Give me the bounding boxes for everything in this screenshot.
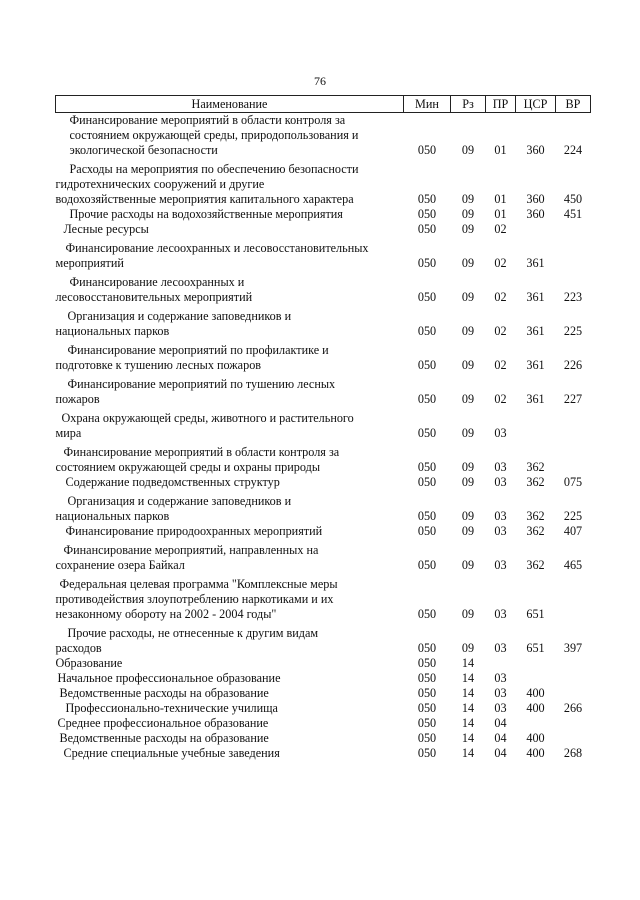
- table-row: [56, 339, 591, 373]
- cell-vr: 075: [563, 475, 583, 489]
- cell-pr: 03: [494, 475, 507, 489]
- cell-vr: [556, 656, 591, 671]
- cell-min: 050: [417, 460, 437, 474]
- row-name-line: лесовосстановительных мероприятий: [55, 290, 253, 304]
- cell-min: 050: [417, 290, 437, 304]
- header-min: Мин: [404, 96, 451, 113]
- table-row: [56, 656, 591, 671]
- cell-csr: [516, 222, 556, 237]
- cell-vr: 266: [563, 701, 583, 715]
- table-row: [56, 158, 591, 207]
- row-name-line: противодействия злоупотреблению наркотиками и их: [55, 592, 334, 606]
- row-name-line: экологической безопасности: [69, 143, 218, 157]
- cell-pr: 03: [494, 460, 507, 474]
- header-pr: ПР: [486, 96, 516, 113]
- cell-min: 050: [417, 607, 437, 621]
- cell-csr: 361: [526, 256, 545, 270]
- cell-vr: [556, 441, 591, 475]
- table-row: [56, 731, 591, 746]
- table-row: [56, 407, 591, 441]
- row-name: [56, 671, 404, 686]
- cell-rz: 09: [461, 426, 475, 440]
- table-row: [56, 622, 591, 656]
- cell-min: 050: [417, 207, 437, 221]
- row-name-line: Финансирование мероприятий, направленных на: [63, 543, 319, 557]
- cell-min: 050: [417, 746, 437, 760]
- row-name-line: Организация и содержание заповедников и: [67, 494, 292, 508]
- cell-vr: 268: [563, 746, 583, 760]
- cell-min: 050: [417, 686, 437, 700]
- cell-csr: 360: [526, 207, 545, 221]
- cell-rz: 09: [461, 607, 475, 621]
- cell-vr: [556, 716, 591, 731]
- header-name: Наименование: [56, 96, 404, 113]
- row-name-line: Ведомственные расходы на образование: [59, 731, 269, 745]
- cell-csr: 361: [526, 290, 545, 304]
- row-name: [56, 373, 404, 407]
- row-name-line: Финансирование мероприятий в области контроля за: [69, 113, 346, 127]
- cell-csr: 362: [526, 558, 545, 572]
- table-body: [56, 113, 591, 762]
- row-name-line: мероприятий: [55, 256, 124, 270]
- cell-vr: 450: [563, 192, 583, 206]
- cell-pr: 03: [494, 607, 507, 621]
- cell-csr: 362: [526, 509, 545, 523]
- cell-csr: 361: [526, 358, 545, 372]
- cell-min: 050: [417, 222, 437, 236]
- cell-csr: 400: [526, 686, 545, 700]
- table-row: [56, 305, 591, 339]
- header-csr: ЦСР: [516, 96, 556, 113]
- cell-min: 050: [417, 656, 437, 670]
- row-name-line: гидротехнических сооружений и другие: [55, 177, 265, 191]
- row-name-line: незаконному обороту на 2002 - 2004 годы": [55, 607, 277, 621]
- cell-pr: 01: [494, 192, 507, 206]
- cell-csr: 361: [526, 324, 545, 338]
- row-name: [56, 222, 404, 237]
- cell-csr: 362: [526, 524, 545, 538]
- cell-min: 050: [417, 509, 437, 523]
- cell-csr: [516, 716, 556, 731]
- cell-vr: 465: [563, 558, 583, 572]
- table-row: [56, 671, 591, 686]
- row-name-line: Среднее профессиональное образование: [57, 716, 269, 730]
- cell-min: 050: [417, 324, 437, 338]
- cell-pr: 03: [494, 686, 507, 700]
- cell-vr: [556, 573, 591, 622]
- table-row: [56, 222, 591, 237]
- cell-rz: 09: [461, 392, 475, 406]
- cell-min: 050: [417, 426, 437, 440]
- row-name-line: подготовке к тушению лесных пожаров: [55, 358, 262, 372]
- cell-rz: 09: [461, 558, 475, 572]
- cell-min: 050: [417, 392, 437, 406]
- row-name: [56, 237, 404, 271]
- cell-vr: 225: [563, 509, 583, 523]
- table-row: [56, 237, 591, 271]
- row-name: [56, 271, 404, 305]
- cell-rz: 09: [461, 460, 475, 474]
- table-header-row: [56, 96, 591, 113]
- header-rz: Рз: [451, 96, 486, 113]
- row-name-line: Финансирование природоохранных мероприятий: [65, 524, 323, 538]
- cell-min: 050: [417, 641, 437, 655]
- cell-rz: 09: [461, 192, 475, 206]
- cell-pr: 02: [494, 358, 507, 372]
- cell-min: 050: [417, 671, 437, 685]
- cell-csr: 400: [526, 731, 545, 745]
- cell-vr: 224: [563, 143, 583, 157]
- row-name-line: Финансирование мероприятий по тушению лесных: [67, 377, 336, 391]
- cell-rz: 09: [461, 475, 475, 489]
- row-name: [56, 746, 404, 761]
- row-name: [56, 731, 404, 746]
- row-name-line: Финансирование лесоохранных и лесовосстановительных: [65, 241, 369, 255]
- row-name: [56, 407, 404, 441]
- cell-pr: 03: [494, 558, 507, 572]
- cell-pr: 02: [494, 324, 507, 338]
- cell-min: 050: [417, 475, 437, 489]
- cell-pr: 03: [494, 426, 507, 440]
- row-name: [56, 686, 404, 701]
- cell-pr: 01: [494, 207, 507, 221]
- row-name: [56, 339, 404, 373]
- cell-min: 050: [417, 143, 437, 157]
- row-name-line: водохозяйственные мероприятия капитального характера: [55, 192, 354, 206]
- cell-min: 050: [417, 701, 437, 715]
- cell-vr: 451: [563, 207, 583, 221]
- cell-pr: 02: [494, 392, 507, 406]
- row-name: [56, 305, 404, 339]
- cell-vr: [556, 671, 591, 686]
- row-name-line: Финансирование мероприятий по профилактике и: [67, 343, 329, 357]
- row-name: [56, 701, 404, 716]
- budget-table: [55, 95, 591, 761]
- row-name-line: Финансирование мероприятий в области контроля за: [63, 445, 340, 459]
- row-name-line: Лесные ресурсы: [63, 222, 149, 236]
- cell-vr: 397: [563, 641, 583, 655]
- table-row: [56, 524, 591, 539]
- cell-csr: [516, 407, 556, 441]
- row-name-line: расходов: [55, 641, 102, 655]
- cell-rz: 09: [461, 641, 475, 655]
- row-name-line: Прочие расходы, не отнесенные к другим видам: [67, 626, 319, 640]
- cell-csr: 651: [526, 641, 545, 655]
- table-row: [56, 373, 591, 407]
- table-row: [56, 113, 591, 159]
- cell-csr: [516, 656, 556, 671]
- cell-vr: 225: [563, 324, 583, 338]
- row-name: [56, 158, 404, 207]
- cell-csr: 400: [526, 701, 545, 715]
- cell-pr: 03: [494, 641, 507, 655]
- cell-pr: 01: [494, 143, 507, 157]
- cell-vr: [556, 237, 591, 271]
- cell-csr: 400: [526, 746, 545, 760]
- row-name-line: Содержание подведомственных структур: [65, 475, 280, 489]
- cell-rz: 14: [461, 686, 475, 700]
- cell-pr: 03: [494, 509, 507, 523]
- table-row: [56, 271, 591, 305]
- table-row: [56, 441, 591, 475]
- cell-csr: [516, 671, 556, 686]
- cell-rz: 09: [461, 143, 475, 157]
- cell-vr: [556, 407, 591, 441]
- cell-rz: 09: [461, 358, 475, 372]
- cell-vr: 227: [563, 392, 583, 406]
- cell-rz: 09: [461, 324, 475, 338]
- cell-min: 050: [417, 558, 437, 572]
- cell-pr: 04: [494, 716, 507, 730]
- row-name-line: Федеральная целевая программа "Комплексные меры: [59, 577, 338, 591]
- cell-rz: 09: [461, 290, 475, 304]
- cell-pr: 03: [494, 701, 507, 715]
- row-name-line: национальных парков: [55, 324, 170, 338]
- row-name-line: состоянием окружающей среды, природопользования и: [69, 128, 359, 142]
- row-name: [56, 524, 404, 539]
- row-name-line: сохранение озера Байкал: [55, 558, 185, 572]
- table-row: [56, 490, 591, 524]
- row-name-line: Финансирование лесоохранных и: [69, 275, 245, 289]
- cell-min: 050: [417, 358, 437, 372]
- cell-csr: 360: [526, 143, 545, 157]
- cell-pr: 02: [494, 256, 507, 270]
- cell-pr: [486, 656, 516, 671]
- header-vr: ВР: [556, 96, 591, 113]
- row-name-line: Прочие расходы на водохозяйственные мероприятия: [69, 207, 343, 221]
- cell-min: 050: [417, 731, 437, 745]
- page-number: 76: [314, 74, 326, 88]
- row-name-line: Охрана окружающей среды, животного и растительного: [61, 411, 354, 425]
- table-row: [56, 475, 591, 490]
- row-name: [56, 622, 404, 656]
- cell-min: 050: [417, 256, 437, 270]
- cell-min: 050: [417, 524, 437, 538]
- table-row: [56, 701, 591, 716]
- row-name: [56, 656, 404, 671]
- row-name-line: Образование: [55, 656, 123, 670]
- row-name: [56, 113, 404, 159]
- cell-pr: 04: [494, 731, 507, 745]
- row-name-line: пожаров: [55, 392, 100, 406]
- row-name-line: национальных парков: [55, 509, 170, 523]
- row-name: [56, 490, 404, 524]
- row-name-line: Организация и содержание заповедников и: [67, 309, 292, 323]
- table-row: [56, 207, 591, 222]
- cell-pr: 02: [494, 290, 507, 304]
- row-name-line: Расходы на мероприятия по обеспечению безопасности: [69, 162, 359, 176]
- cell-rz: 14: [461, 716, 475, 730]
- cell-vr: 226: [563, 358, 583, 372]
- cell-rz: 14: [461, 671, 475, 685]
- cell-vr: 223: [563, 290, 583, 304]
- cell-csr: 362: [526, 475, 545, 489]
- cell-rz: 09: [461, 222, 475, 236]
- cell-rz: 14: [461, 701, 475, 715]
- cell-pr: 02: [494, 222, 507, 236]
- cell-vr: 407: [563, 524, 583, 538]
- row-name: [56, 475, 404, 490]
- cell-pr: 03: [494, 671, 507, 685]
- cell-rz: 09: [461, 509, 475, 523]
- cell-rz: 14: [461, 656, 475, 670]
- row-name: [56, 716, 404, 731]
- cell-csr: 651: [526, 607, 545, 621]
- cell-rz: 09: [461, 524, 475, 538]
- cell-csr: 361: [526, 392, 545, 406]
- cell-min: 050: [417, 192, 437, 206]
- table-row: [56, 573, 591, 622]
- cell-rz: 14: [461, 746, 475, 760]
- row-name: [56, 539, 404, 573]
- table-row: [56, 746, 591, 761]
- cell-rz: 09: [461, 207, 475, 221]
- row-name-line: Средние специальные учебные заведения: [63, 746, 280, 760]
- cell-pr: 03: [494, 524, 507, 538]
- table-row: [56, 539, 591, 573]
- row-name-line: Ведомственные расходы на образование: [59, 686, 269, 700]
- row-name-line: состоянием окружающей среды и охраны природы: [55, 460, 321, 474]
- cell-rz: 09: [461, 256, 475, 270]
- cell-pr: 04: [494, 746, 507, 760]
- row-name-line: Профессионально-технические училища: [65, 701, 278, 715]
- cell-vr: [556, 731, 591, 746]
- table-row: [56, 716, 591, 731]
- row-name: [56, 207, 404, 222]
- row-name-line: Начальное профессиональное образование: [57, 671, 281, 685]
- row-name: [56, 441, 404, 475]
- row-name: [56, 573, 404, 622]
- cell-vr: [556, 686, 591, 701]
- cell-rz: 14: [461, 731, 475, 745]
- cell-min: 050: [417, 716, 437, 730]
- table-row: [56, 686, 591, 701]
- cell-vr: [556, 222, 591, 237]
- cell-csr: 362: [526, 460, 545, 474]
- cell-csr: 360: [526, 192, 545, 206]
- row-name-line: мира: [55, 426, 82, 440]
